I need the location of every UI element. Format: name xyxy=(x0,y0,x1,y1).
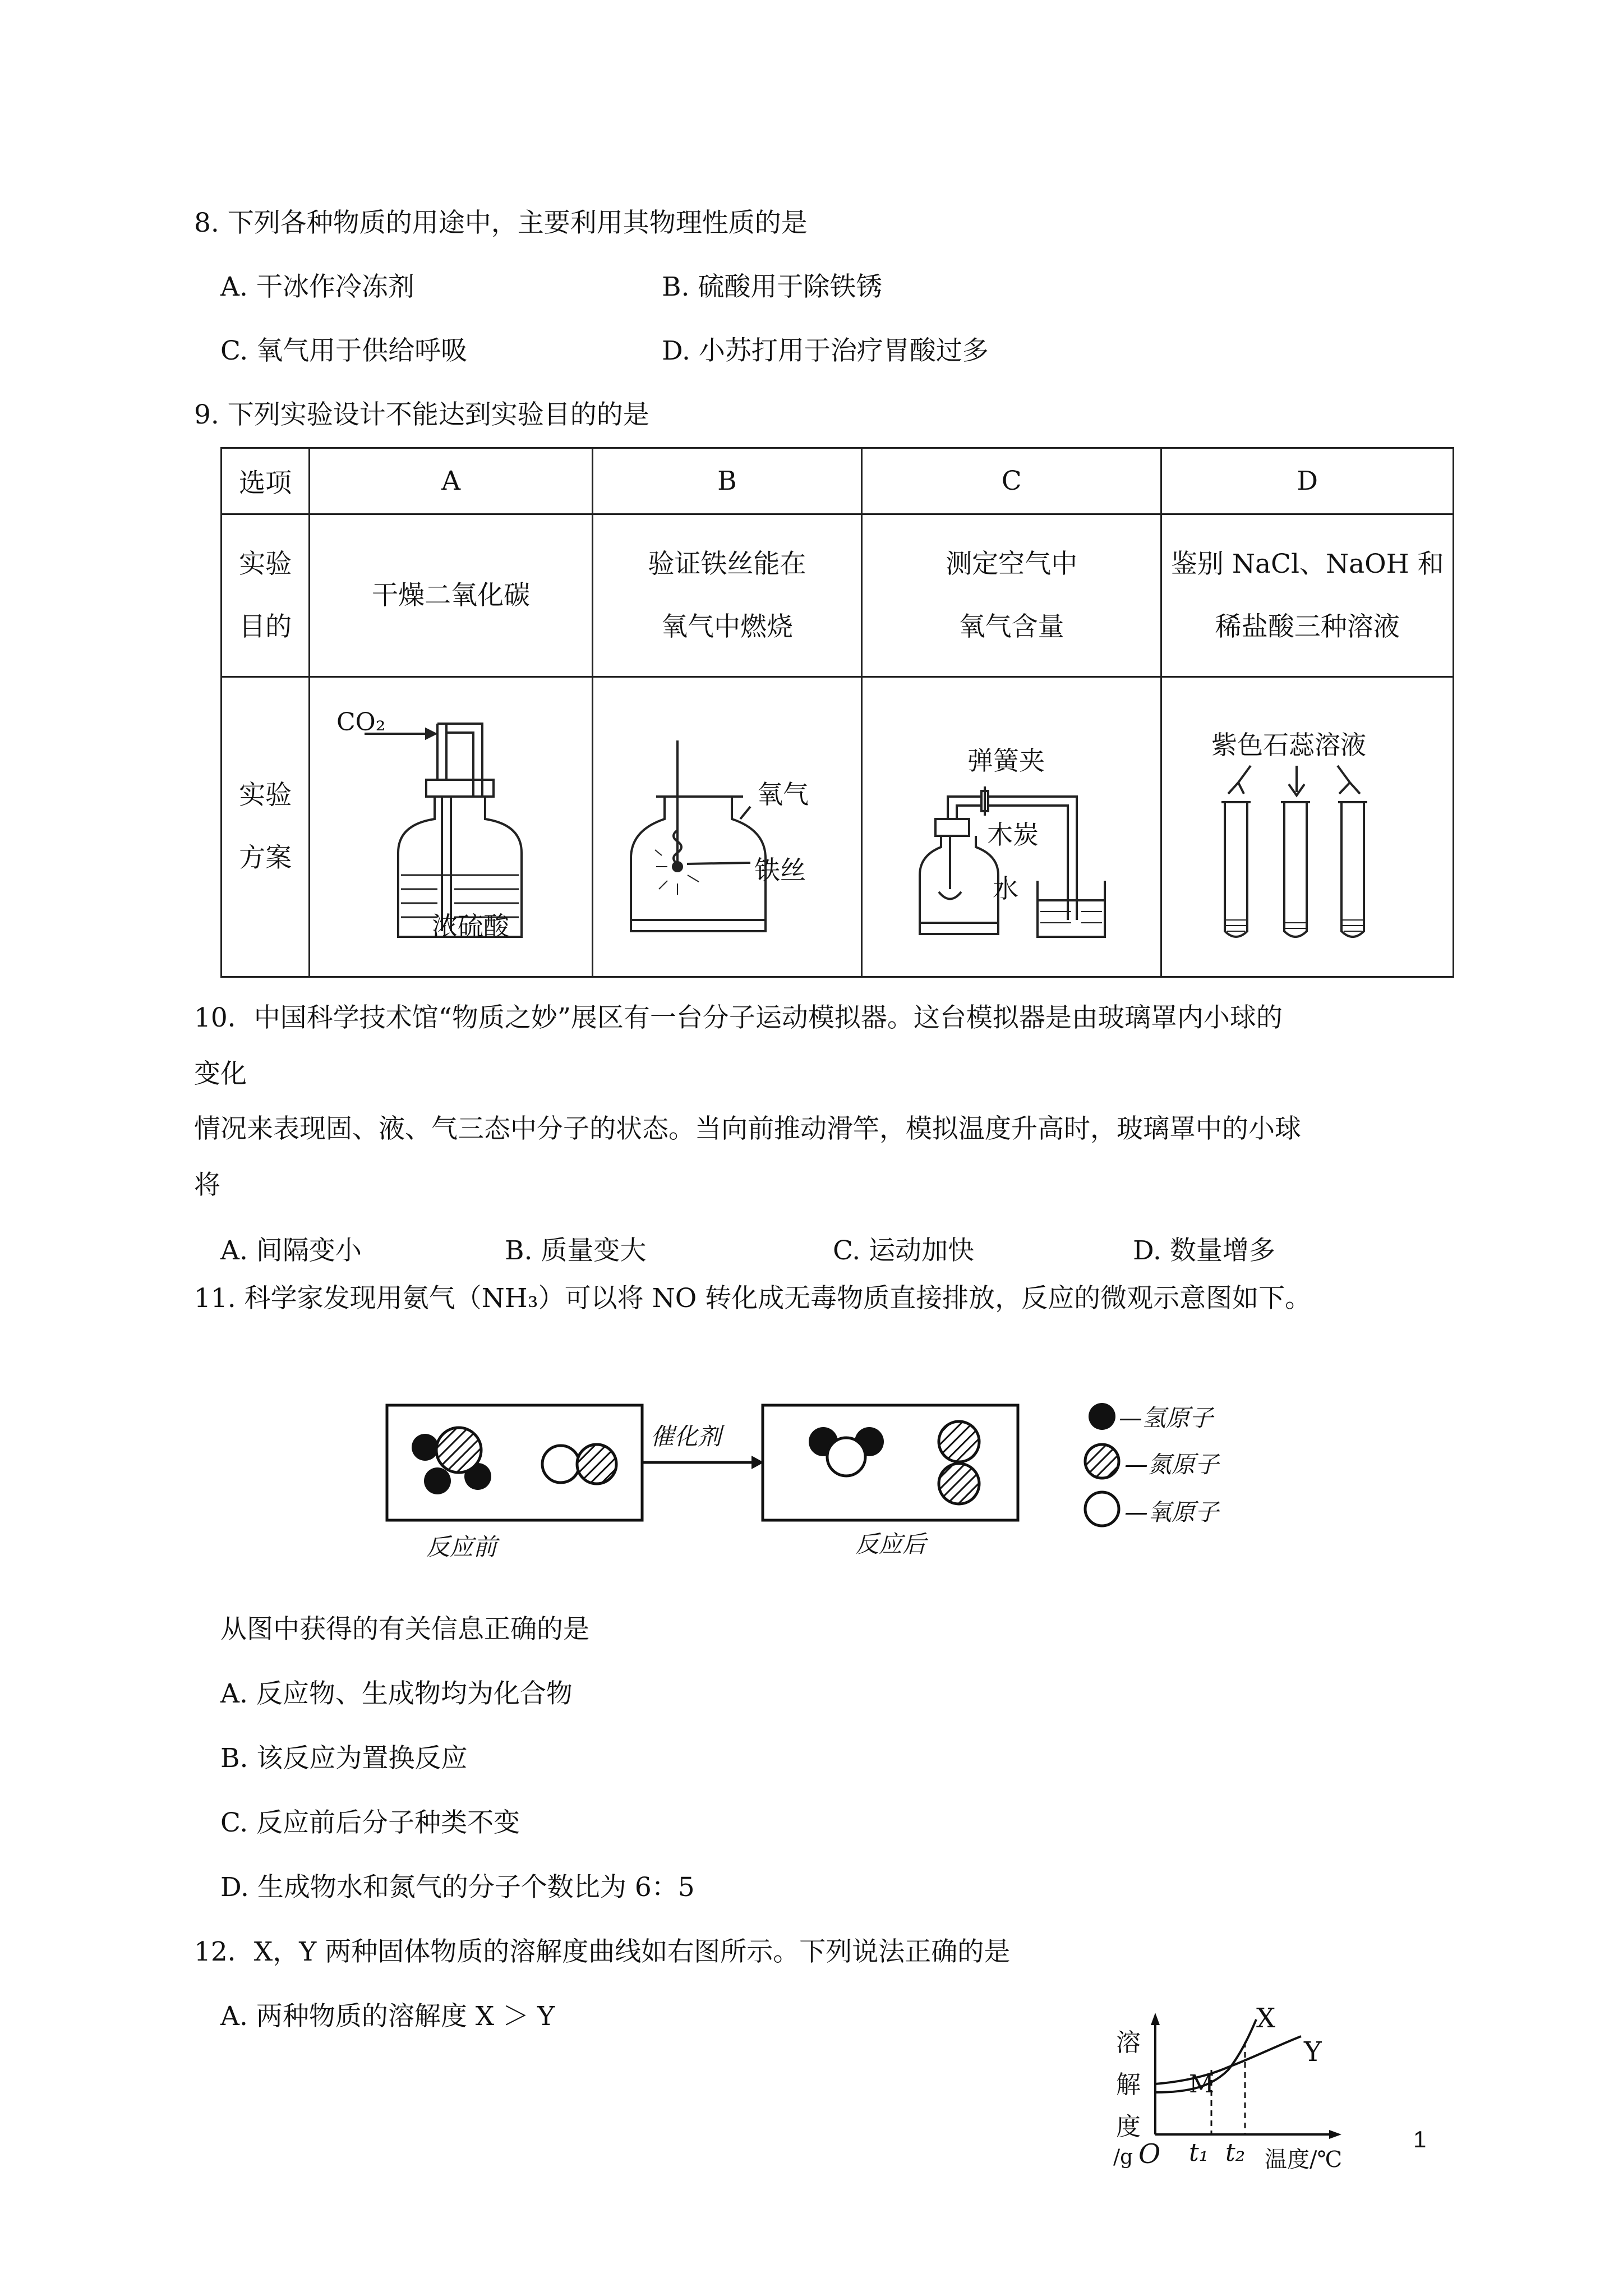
q11-option-c: C. 反应前后分子种类不变 xyxy=(220,1807,520,1838)
graph-point-m: M xyxy=(1189,2070,1215,2099)
q11-catalyst-label: 催化剂 xyxy=(651,1423,722,1450)
purpose-c-line1: 测定空气中 xyxy=(946,548,1078,579)
purpose-d-line2: 稀盐酸三种溶液 xyxy=(1215,611,1400,642)
purpose-c-line2: 氧气含量 xyxy=(958,611,1064,642)
q9-header-b: B xyxy=(592,448,861,514)
q9-header-option: 选项 xyxy=(222,448,310,514)
legend-hydrogen-icon xyxy=(1089,1403,1115,1430)
purpose-label-line2: 目的 xyxy=(239,611,292,642)
figure-b-wire-label: 铁丝 xyxy=(754,855,806,885)
q10-line1: 10．中国科学技术馆“物质之妙”展区有一台分子运动模拟器。这台模拟器是由玻璃罩内小球的 xyxy=(194,1002,1283,1033)
graph-ylabel-unit: /g xyxy=(1113,2146,1133,2169)
q12-stem: 12．X，Y 两种固体物质的溶解度曲线如右图所示。下列说法正确的是 xyxy=(194,1936,1011,1967)
purpose-a-line1: 干燥二氧化碳 xyxy=(372,579,531,611)
q9-purpose-label xyxy=(222,514,310,677)
graph-ylabel-2: 解 xyxy=(1116,2070,1141,2099)
curve-y xyxy=(1155,2036,1301,2084)
graph-xlabel: 温度/℃ xyxy=(1265,2147,1343,2173)
h2o-molecule-icon xyxy=(809,1427,884,1476)
graph-ylabel-1: 溶 xyxy=(1116,2028,1141,2057)
q10-line4: 将 xyxy=(194,1170,220,1200)
graph-origin: O xyxy=(1138,2138,1161,2170)
plan-label-line2: 方案 xyxy=(239,843,292,873)
purpose-label-line1: 实验 xyxy=(239,548,292,579)
q11-lead: 从图中获得的有关信息正确的是 xyxy=(220,1614,589,1645)
q9-header-c: C xyxy=(861,448,1161,514)
q8-option-a: A. 干冰作冷冻剂 xyxy=(220,272,414,302)
graph-curve-y-label: Y xyxy=(1304,2036,1322,2068)
legend-nitrogen-icon xyxy=(1085,1444,1119,1478)
figure-c-carbon-label: 木炭 xyxy=(987,820,1039,850)
q11-legend-nitrogen: —氮原子 xyxy=(1124,1451,1219,1478)
q10-line3: 情况来表现固、液、气三态中分子的状态。当向前推动滑竿，模拟温度升高时，玻璃罩中的小球 xyxy=(194,1114,1301,1144)
q11-option-b: B. 该反应为置换反应 xyxy=(220,1743,468,1774)
q9-stem: 9. 下列实验设计不能达到实验目的的是 xyxy=(194,399,649,430)
q9-purpose-c xyxy=(861,514,1161,677)
q12-solubility-graph xyxy=(1133,2008,1368,2154)
graph-curve-x-label: X xyxy=(1256,2003,1276,2034)
q11-option-a: A. 反应物、生成物均为化合物 xyxy=(220,1678,573,1709)
q9-plan-label xyxy=(222,677,310,977)
plan-label-line1: 实验 xyxy=(239,780,292,811)
q9-purpose-b xyxy=(592,514,861,677)
q11-after-label: 反应后 xyxy=(855,1530,926,1558)
page-number: 1 xyxy=(1413,2126,1427,2152)
figure-c-oxygen-measure-icon xyxy=(914,780,1127,948)
q11-legend-hydrogen: —氢原子 xyxy=(1119,1404,1214,1432)
q9-purpose-a xyxy=(310,514,593,677)
figure-c-clip-label: 弹簧夹 xyxy=(967,746,1045,776)
graph-t1: t₁ xyxy=(1189,2138,1209,2167)
q8-stem: 8. 下列各种物质的用途中，主要利用其物理性质的是 xyxy=(194,208,808,238)
q10-line2: 变化 xyxy=(194,1059,247,1089)
purpose-b-line2: 氧气中燃烧 xyxy=(661,611,793,642)
nh3-molecule-icon xyxy=(412,1428,491,1494)
q10-option-b: B. 质量变大 xyxy=(505,1235,647,1266)
q10-option-c: C. 运动加快 xyxy=(833,1235,975,1266)
q11-stem: 11. 科学家发现用氨气（NH₃）可以将 NO 转化成无毒物质直接排放，反应的微观示意图如下。 xyxy=(194,1283,1312,1314)
q11-before-label: 反应前 xyxy=(426,1533,497,1561)
q9-purpose-d xyxy=(1161,514,1454,677)
figure-a-co2-label: CO₂ xyxy=(336,708,386,737)
q8-option-d: D. 小苏打用于治疗胃酸过多 xyxy=(662,335,989,366)
q12-option-a: A. 两种物质的溶解度 X ＞ Y xyxy=(220,2001,555,2032)
q11-option-d: D. 生成物水和氮气的分子个数比为 6：5 xyxy=(220,1872,695,1903)
q10-option-a: A. 间隔变小 xyxy=(220,1235,362,1266)
figure-b-iron-wire-bottle-icon xyxy=(617,735,785,948)
graph-t2: t₂ xyxy=(1225,2138,1246,2167)
no-molecule-icon xyxy=(542,1444,616,1484)
n2-molecule-icon xyxy=(939,1421,979,1504)
figure-b-oxygen-label: 氧气 xyxy=(757,779,809,809)
purpose-d-line1: 鉴别 NaCl、NaOH 和 xyxy=(1170,548,1444,579)
q9-header-d: D xyxy=(1161,448,1454,514)
purpose-b-line1: 验证铁丝能在 xyxy=(648,548,806,579)
legend-oxygen-icon xyxy=(1085,1492,1119,1526)
q8-option-c: C. 氧气用于供给呼吸 xyxy=(220,335,468,366)
figure-d-reagent-label: 紫色石蕊溶液 xyxy=(1211,730,1366,760)
q9-header-a: A xyxy=(310,448,593,514)
figure-c-water-label: 水 xyxy=(993,873,1018,904)
graph-ylabel-3: 度 xyxy=(1116,2113,1141,2141)
figure-a-acid-label: 浓硫酸 xyxy=(432,911,509,941)
q10-option-d: D. 数量增多 xyxy=(1133,1235,1275,1266)
q11-legend-oxygen: —氧原子 xyxy=(1124,1498,1219,1526)
figure-d-test-tubes-icon xyxy=(1211,763,1408,948)
q8-option-b: B. 硫酸用于除铁锈 xyxy=(662,272,883,302)
